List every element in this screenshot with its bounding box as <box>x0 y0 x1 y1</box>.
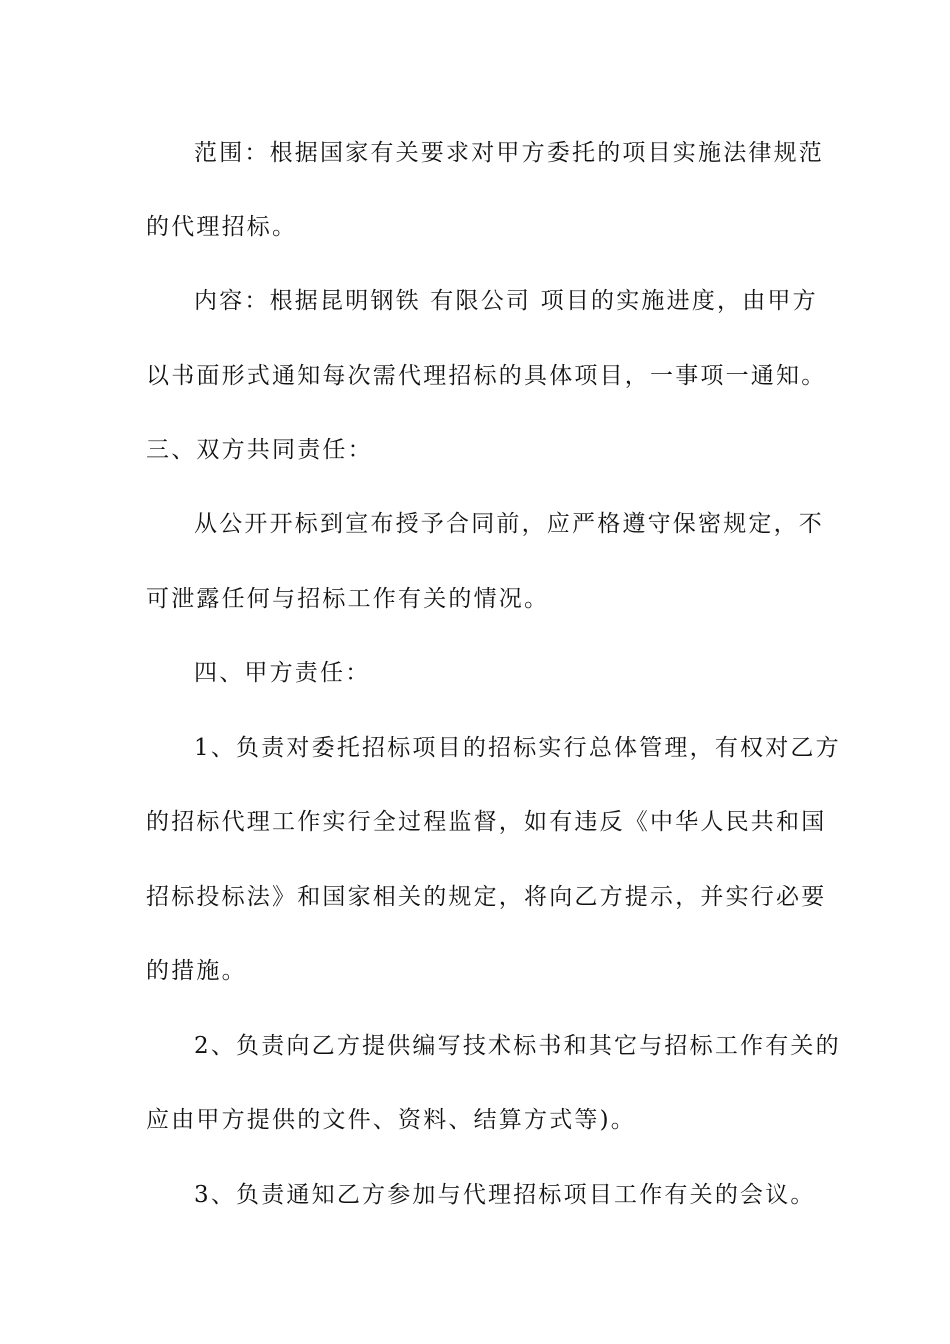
item-one-line-1: 1、负责对委托招标项目的招标实行总体管理，有权对乙方 <box>194 735 841 761</box>
item-two-line-2: 应由甲方提供的文件、资料、结算方式等)。 <box>146 1107 636 1133</box>
content-paragraph-line-1: 内容：根据昆明钢铁 有限公司 项目的实施进度，由甲方 <box>194 288 818 314</box>
section-four-heading: 四、甲方责任： <box>194 660 371 686</box>
section-three-heading: 三、双方共同责任： <box>146 437 373 463</box>
item-one-line-2: 的招标代理工作实行全过程监督，如有违反《中华人民共和国 <box>146 809 827 835</box>
scope-paragraph-line-1: 范围：根据国家有关要求对甲方委托的项目实施法律规范 <box>194 140 824 166</box>
item-one-line-4: 的措施。 <box>146 958 247 984</box>
content-paragraph-line-2: 以书面形式通知每次需代理招标的具体项目，一事项一通知。 <box>146 363 827 389</box>
confidentiality-paragraph-line-1: 从公开开标到宣布授予合同前，应严格遵守保密规定，不 <box>194 511 824 537</box>
confidentiality-paragraph-line-2: 可泄露任何与招标工作有关的情况。 <box>146 586 550 612</box>
scope-paragraph-line-2: 的代理招标。 <box>146 214 298 240</box>
item-three-line-1: 3、负责通知乙方参加与代理招标项目工作有关的会议。 <box>194 1182 816 1208</box>
item-two-line-1: 2、负责向乙方提供编写技术标书和其它与招标工作有关的 <box>194 1033 841 1059</box>
item-one-line-3: 招标投标法》和国家相关的规定，将向乙方提示，并实行必要 <box>146 884 827 910</box>
